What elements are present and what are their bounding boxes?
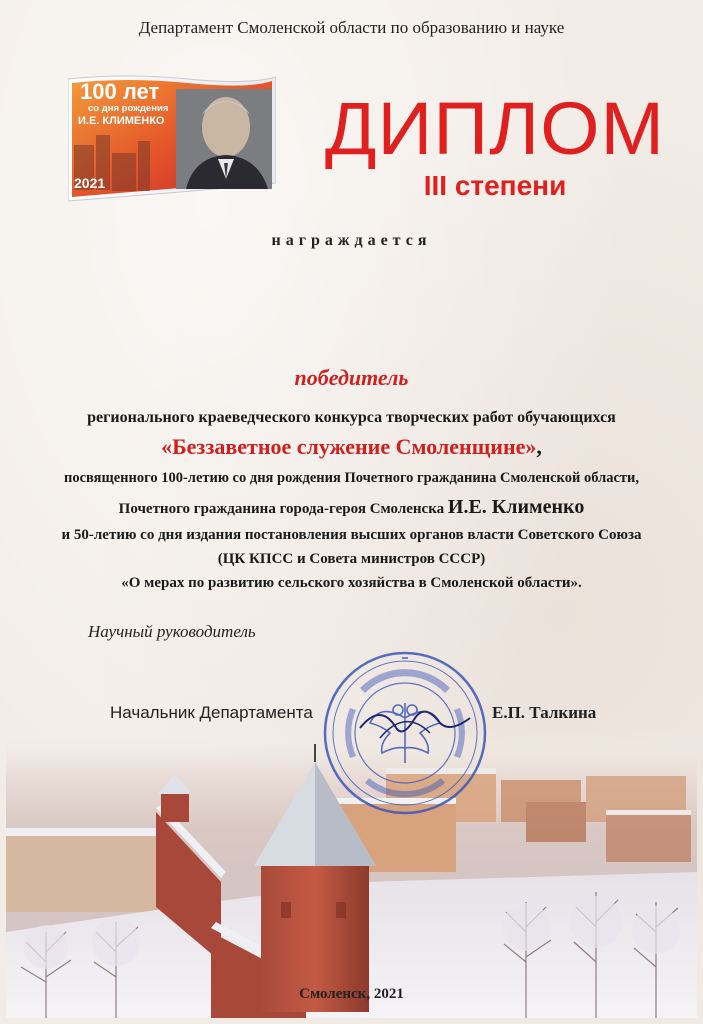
winner-label: победитель xyxy=(294,365,409,390)
dedication-prefix: Почетного гражданина города-героя Смоленска xyxy=(118,501,445,517)
official-stamp xyxy=(320,648,490,818)
diploma-degree: III степени xyxy=(423,170,567,201)
contest-name-text: «Беззаветное служение Смоленщине» xyxy=(161,434,537,459)
contest-description: регионального краеведческого конкурса творческих работ обучающихся xyxy=(87,409,616,426)
emblem-name: И.Е. КЛИМЕНКО xyxy=(78,115,165,127)
anniversary-emblem xyxy=(68,75,276,203)
dedication-line-1: посвященного 100-летию со дня рождения Почетного гражданина Смоленской области, xyxy=(63,470,640,486)
emblem-year: 2021 xyxy=(74,175,106,191)
dedication-line-5: «О мерах по развитию сельского хозяйства в Смоленской области». xyxy=(121,575,582,591)
head-of-department-name: Е.П. Талкина xyxy=(492,703,597,722)
city-and-year: Смоленск, 2021 xyxy=(299,986,404,1002)
emblem-100-years: 100 лет xyxy=(80,79,160,104)
dedication-line-3: и 50-летию со дня издания постановления высших органов власти Советского Союза xyxy=(61,527,642,543)
dedication-line-2 xyxy=(10,496,693,519)
contest-name xyxy=(10,434,693,460)
supervisor-label: Научный руководитель xyxy=(88,622,256,641)
head-of-department-label: Начальник Департамента xyxy=(110,703,313,722)
honoree-name: И.Е. Клименко xyxy=(447,496,585,518)
stamp-seal-graphic xyxy=(320,648,490,818)
emblem-since-birth: со дня рождения xyxy=(88,103,169,114)
diploma-title: ДИПЛОМ xyxy=(324,87,666,170)
department-header: Департамент Смоленской области по образованию и науке xyxy=(138,18,565,37)
awarded-label: награждается xyxy=(271,232,432,249)
dedication-line-4: (ЦК КПСС и Совета министров СССР) xyxy=(217,551,486,567)
contest-name-comma: , xyxy=(536,434,542,459)
